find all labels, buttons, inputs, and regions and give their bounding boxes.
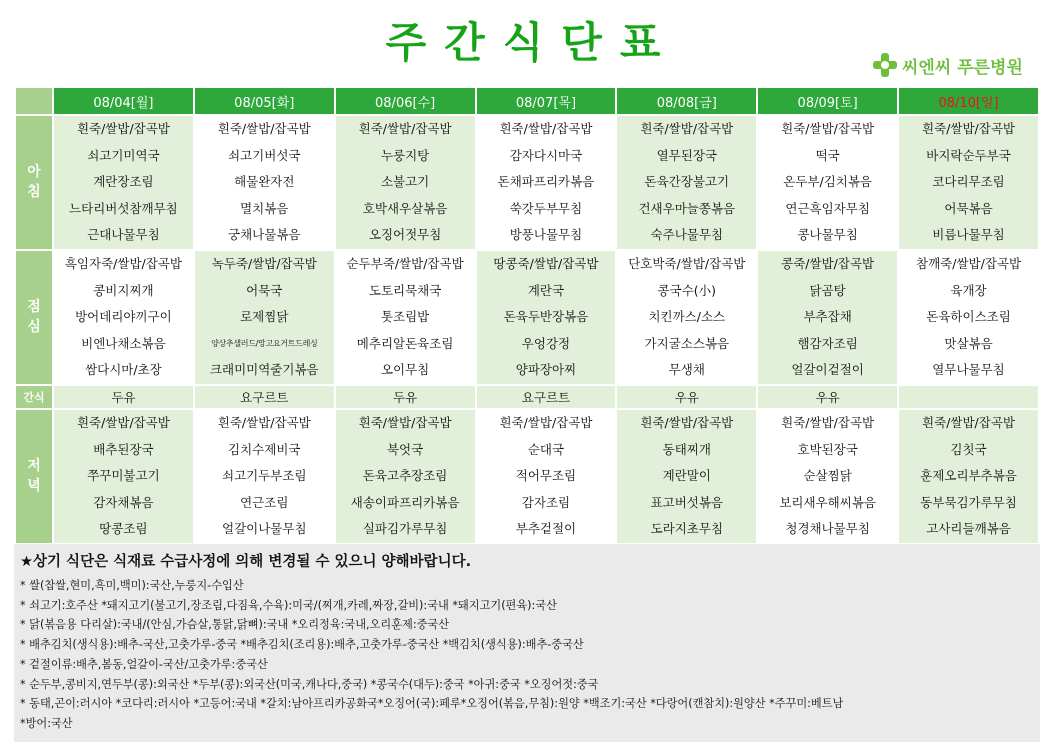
- day-header-row: [16, 88, 1038, 114]
- dinner-cell: 흰죽/쌀밥/잡곡밥 김치수제비국 쇠고기두부조림 연근조림 얼갈이나물무침: [195, 410, 334, 543]
- origin-note: * 동태,곤이:러시아 *코다리:러시아 *고등어:국내 *갈치:남아프리카공화국*오징어(국):페루*오징어(볶음,무침):원양 *백조기:국산 *다랑어(캔참치):원양산 *주꾸미:베트남: [20, 697, 844, 711]
- lunch-cell: 흑임자죽/쌀밥/잡곡밥 콩비지찌개 방어데리야끼구이 비엔나채소볶음 쌈다시마/초장: [54, 251, 193, 384]
- hospital-name: 씨엔씨 푸른병원: [902, 57, 1023, 78]
- dinner-row: [16, 410, 1038, 543]
- origin-note: *방어:국산: [20, 716, 73, 730]
- lunch-label: 점 심: [16, 251, 52, 384]
- breakfast-cell: 흰죽/쌀밥/잡곡밥 열무된장국 돈육간장불고기 건새우마늘쫑볶음 숙주나물무침: [617, 116, 756, 249]
- hospital-logo: [872, 50, 1023, 80]
- breakfast-cell: 흰죽/쌀밥/잡곡밥 쇠고기미역국 계란장조림 느타리버섯참깨무침 근대나물무침: [54, 116, 193, 249]
- day-header-sunday: 08/10[일]: [899, 88, 1038, 114]
- page-title: 주간식단표: [385, 18, 679, 67]
- breakfast-cell: 흰죽/쌀밥/잡곡밥 떡국 온두부/김치볶음 연근흑임자무침 콩나물무침: [758, 116, 897, 249]
- lunch-cell: 참깨죽/쌀밥/잡곡밥 육개장 돈육하이스조림 맛살볶음 열무나물무침: [899, 251, 1038, 384]
- lunch-row: [16, 251, 1038, 384]
- snack-cell: 두유: [336, 386, 475, 408]
- origin-note: * 순두부,콩비지,연두부(콩):외국산 *두부(콩):외국산(미국,캐나다,중국) *콩국수(대두):중국 *아귀:중국 *오징어젓:중국: [20, 677, 599, 691]
- dinner-cell: 흰죽/쌀밥/잡곡밥 배추된장국 쭈꾸미불고기 감자채볶음 땅콩조림: [54, 410, 193, 543]
- origin-note: * 쇠고기:호주산 *돼지고기(불고기,장조림,다짐육,수육):미국/(찌개,카레,짜장,갈비):국내 *돼지고기(편육):국산: [20, 598, 557, 612]
- day-header: 08/09[토]: [758, 88, 897, 114]
- origin-note: * 겉절이류:배추,봄동,얼갈이-국산/고춧가루:중국산: [20, 657, 268, 671]
- day-header: 08/08[금]: [617, 88, 756, 114]
- breakfast-row: [16, 116, 1038, 249]
- day-header: 08/06[수]: [336, 88, 475, 114]
- dinner-cell: 흰죽/쌀밥/잡곡밥 김칫국 훈제오리부추볶음 동부묵김가루무침 고사리들깨볶음: [899, 410, 1038, 543]
- weekly-menu-table: [14, 86, 1040, 545]
- dinner-label: 저 녁: [16, 410, 52, 543]
- snack-cell: 요구르트: [477, 386, 616, 408]
- snack-label: 간식: [16, 386, 52, 408]
- dinner-cell: 흰죽/쌀밥/잡곡밥 호박된장국 순살찜닭 보리새우해씨볶음 청경채나물무침: [758, 410, 897, 543]
- breakfast-cell: 흰죽/쌀밥/잡곡밥 감자다시마국 돈채파프리카볶음 쑥갓두부무침 방풍나물무침: [477, 116, 616, 249]
- cross-leaf-icon: [872, 52, 898, 78]
- snack-cell: 두유: [54, 386, 193, 408]
- breakfast-cell: 흰죽/쌀밥/잡곡밥 누룽지탕 소불고기 호박새우살볶음 오징어젓무침: [336, 116, 475, 249]
- snack-cell: 요구르트: [195, 386, 334, 408]
- breakfast-label: 아 침: [16, 116, 52, 249]
- breakfast-cell: 흰죽/쌀밥/잡곡밥 쇠고기버섯국 해물완자전 멸치볶음 궁채나물볶음: [195, 116, 334, 249]
- lunch-cell: 녹두죽/쌀밥/잡곡밥 어묵국 로제찜닭 양상추샐러드/망고요거트드레싱 크래미미역줄기볶음: [195, 251, 334, 384]
- snack-cell: 우유: [617, 386, 756, 408]
- lunch-cell: 콩죽/쌀밥/잡곡밥 닭곰탕 부추잡채 햄감자조림 얼갈이겉절이: [758, 251, 897, 384]
- day-header: 08/05[화]: [195, 88, 334, 114]
- origin-note: * 쌀(찹쌀,현미,흑미,백미):국산,누룽지-수입산: [20, 579, 244, 592]
- snack-row: [16, 386, 1038, 408]
- dinner-cell: 흰죽/쌀밥/잡곡밥 동태찌개 계란말이 표고버섯볶음 도라지초무침: [617, 410, 756, 543]
- snack-cell: 우유: [758, 386, 897, 408]
- dinner-cell: 흰죽/쌀밥/잡곡밥 북엇국 돈육고추장조림 새송이파프리카볶음 실파김가루무침: [336, 410, 475, 543]
- notice-text: ★상기 식단은 식재료 수급사정에 의해 변경될 수 있으니 양해바랍니다.: [20, 554, 472, 570]
- lunch-cell: 땅콩죽/쌀밥/잡곡밥 계란국 돈육두반장볶음 우엉강정 양파장아찌: [477, 251, 616, 384]
- notes-panel: [14, 544, 1040, 742]
- origin-note: * 닭(볶음용 다리살):국내/(안심,가슴살,통닭,닭뼈):국내 *오리정육:국내,오리훈제:중국산: [20, 618, 450, 632]
- lunch-cell: 단호박죽/쌀밥/잡곡밥 콩국수(小) 치킨까스/소스 가지굴소스볶음 무생채: [617, 251, 756, 384]
- corner-cell: [16, 88, 52, 114]
- day-header: 08/07[목]: [477, 88, 616, 114]
- snack-cell: [899, 386, 1038, 408]
- lunch-cell: 순두부죽/쌀밥/잡곡밥 도토리묵채국 톳조림밥 메추리알돈육조림 오이무침: [336, 251, 475, 384]
- breakfast-cell: 흰죽/쌀밥/잡곡밥 바지락순두부국 코다리무조림 어묵볶음 비름나물무침: [899, 116, 1038, 249]
- origin-note: * 배추김치(생식용):배추-국산,고춧가루-중국 *배추김치(조리용):배추,고춧가루-중국산 *백김치(생식용):배추-중국산: [20, 638, 584, 652]
- dinner-cell: 흰죽/쌀밥/잡곡밥 순대국 적어무조림 감자조림 부추겉절이: [477, 410, 616, 543]
- day-header: 08/04[월]: [54, 88, 193, 114]
